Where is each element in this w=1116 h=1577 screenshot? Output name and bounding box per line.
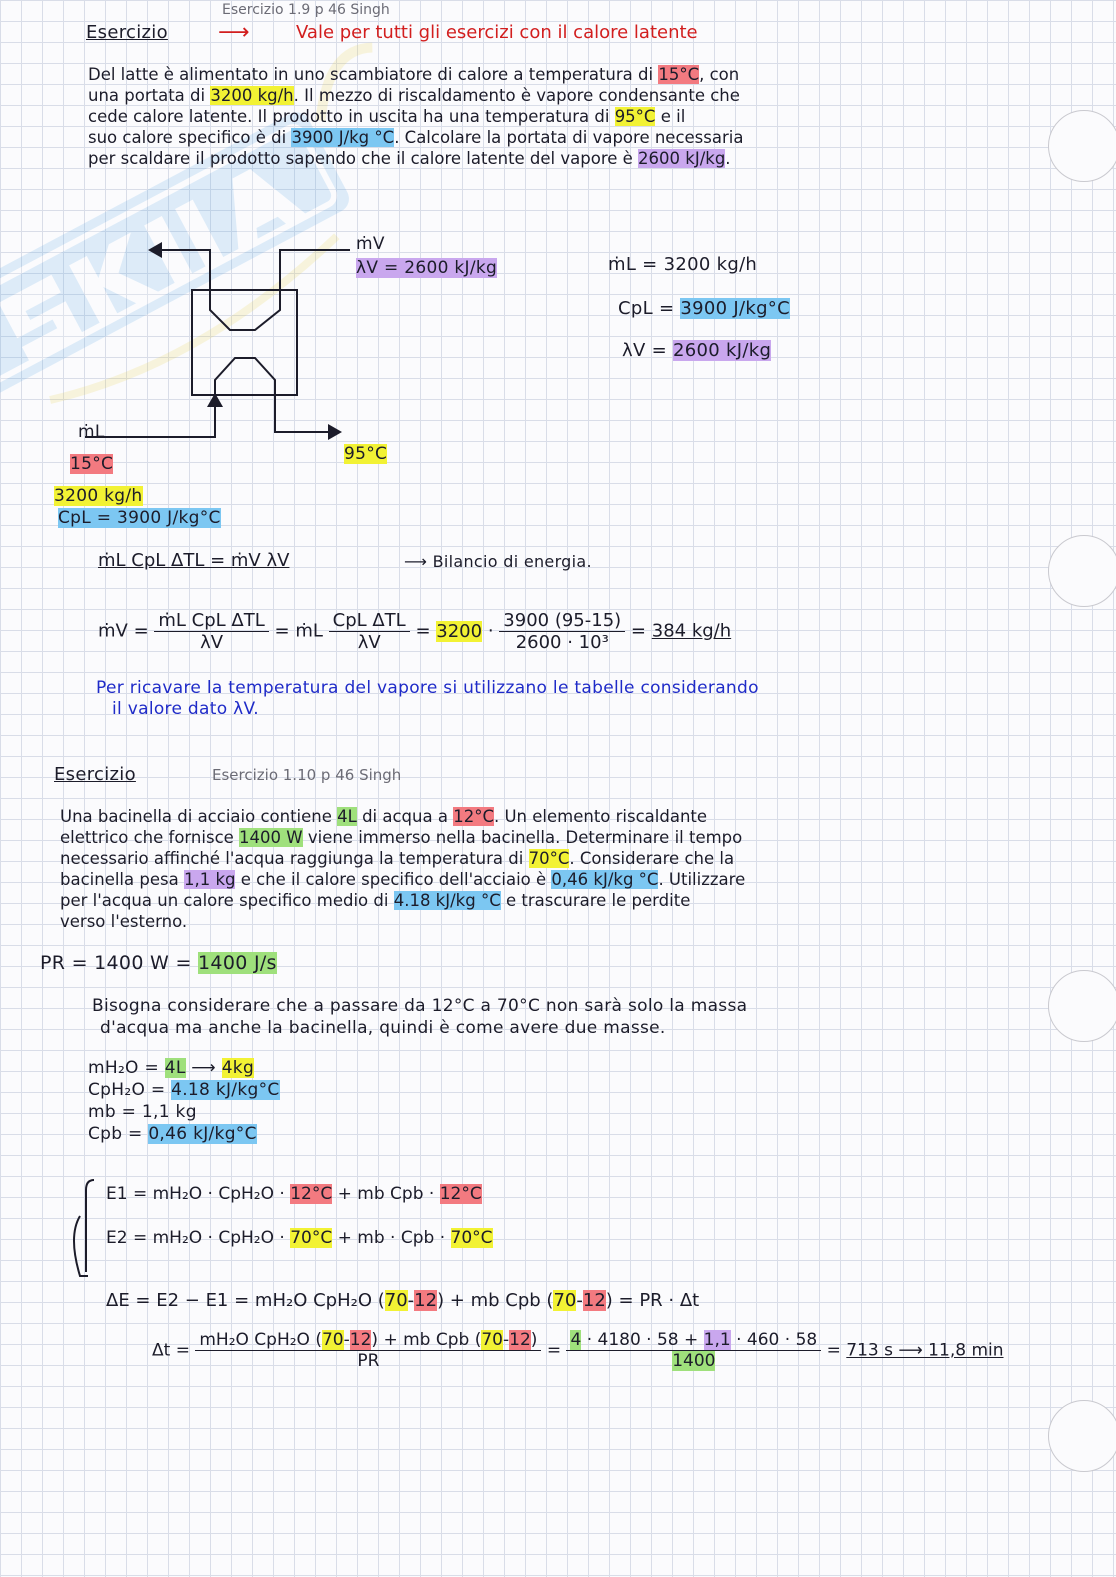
punch-hole: [1048, 535, 1116, 607]
highlighted-value: 2600 kJ/kg: [638, 149, 726, 168]
text-run: Una bacinella di acciaio contiene: [60, 807, 338, 826]
exercise-1-arrow: ⟶: [218, 20, 250, 45]
time-equation: Δt = $\frac{\text{mH₂O CpH₂O (70-12) + mb Cpb (70-12)}}{PR}$ = $\frac{4 \cdot 4180 \cdot 58 + 1,1 \cdot 460 \cdot 58}{1400}$ = 713 s ⟶ 11,8 min: [152, 1330, 1004, 1371]
highlighted-value: 1,1 kg: [183, 870, 236, 889]
diagram-inlet-temp: 15°C: [70, 454, 114, 474]
highlighted-value: 3900 J/kg °C: [291, 128, 395, 147]
highlighted-value: 3200 kg/h: [210, 86, 294, 105]
exercise-1-conclusion: Per ricavare la temperatura del vapore si utilizzano le tabelle considerando: [96, 678, 759, 698]
exercise-2-text-line: [60, 827, 745, 848]
text-run: verso l'esterno.: [60, 912, 188, 931]
text-run: e che il calore specifico dell'acciaio è: [235, 870, 552, 889]
diagram-latent-heat-label: λV = 2600 kJ/kg: [356, 258, 498, 278]
exercise-2-reference: Esercizio 1.10 p 46 Singh: [212, 766, 402, 784]
energy-balance-note: ⟶ Bilancio di energia.: [404, 552, 592, 571]
cp-water: CpH₂O = 4.18 kJ/kg°C: [88, 1080, 280, 1100]
highlighted-value: 15°C: [658, 65, 700, 84]
energy-e1: E1 = mH₂O · CpH₂O · 12°C + mb Cpb · 12°C: [106, 1184, 482, 1204]
text-run: .: [725, 149, 731, 168]
steam-flow-equation: ṁV = $\frac{\text{ṁL CpL ΔTL}}{\lambda V}$ = ṁL $\frac{\text{CpL ΔTL}}{\lambda V}$ = 3200 · $\frac{3900 (95-15)}{\text{2600 · 10³}}$ = 384 kg/h: [98, 610, 732, 653]
energy-delta: ΔE = E2 − E1 = mH₂O CpH₂O (70-12) + mb Cpb (70-12) = PR · Δt: [106, 1290, 700, 1311]
highlighted-value: 4L: [337, 807, 357, 826]
text-run: elettrico che fornisce: [60, 828, 240, 847]
text-run: necessario affinché l'acqua raggiunga la temperatura di: [60, 849, 529, 868]
text-run: Del latte è alimentato in uno scambiatore di calore a temperatura di: [88, 65, 659, 84]
exercise-2-title: Esercizio: [54, 764, 136, 785]
highlighted-value: 95°C: [614, 107, 656, 126]
highlighted-value: 1400 W: [239, 828, 303, 847]
diagram-milk-flow-value: 3200 kg/h: [54, 486, 143, 506]
exercise-1-text: [88, 64, 743, 169]
exercise-1-text-line: [88, 127, 743, 148]
data-latent-heat: λV = 2600 kJ/kg: [622, 340, 772, 361]
exercise-1-text-line: [88, 85, 743, 106]
diagram-cpl: CpL = 3900 J/kg°C: [58, 508, 221, 528]
consider-note-2: d'acqua ma anche la bacinella, quindi è come avere due masse.: [100, 1018, 666, 1038]
text-run: per scaldare il prodotto sapendo che il calore latente del vapore è: [88, 149, 639, 168]
data-milk-flow: ṁL = 3200 kg/h: [608, 254, 758, 275]
punch-hole: [1048, 970, 1116, 1042]
text-run: . Il mezzo di riscaldamento è vapore condensante che: [293, 86, 740, 105]
time-result: 713 s ⟶ 11,8 min: [846, 1340, 1004, 1361]
exercise-2-text-line: [60, 806, 745, 827]
diagram-outlet-temp: 95°C: [344, 444, 388, 464]
energy-e2: E2 = mH₂O · CpH₂O · 70°C + mb · Cpb · 70°C: [106, 1228, 493, 1248]
text-run: cede calore latente. Il prodotto in uscita ha una temperatura di: [88, 107, 615, 126]
power: PR = 1400 W = 1400 J/s: [40, 952, 277, 974]
steam-flow-result: 384 kg/h: [651, 620, 732, 642]
text-run: . Considerare che la: [569, 849, 735, 868]
mass-bowl: mb = 1,1 kg: [88, 1102, 197, 1122]
system-bracket: [66, 1176, 106, 1286]
highlighted-value: 4.18 kJ/kg °C: [393, 891, 501, 910]
exercise-1-reference: Esercizio 1.9 p 46 Singh: [222, 2, 390, 18]
exercise-1-text-line: [88, 106, 743, 127]
text-run: di acqua a: [356, 807, 454, 826]
highlighted-value: 12°C: [453, 807, 494, 826]
text-run: viene immerso nella bacinella. Determinare il tempo: [302, 828, 743, 847]
energy-balance: ṁL CpL ΔTL = ṁV λV: [98, 550, 290, 571]
heat-exchanger-diagram: [60, 220, 380, 460]
exercise-1-title: Esercizio: [86, 22, 168, 43]
data-cpl: CpL = 3900 J/kg°C: [618, 298, 790, 319]
text-run: . Calcolare la portata di vapore necessaria: [394, 128, 744, 147]
text-run: una portata di: [88, 86, 211, 105]
text-run: . Un elemento riscaldante: [493, 807, 708, 826]
highlighted-value: 70°C: [528, 849, 570, 868]
text-run: . Utilizzare: [658, 870, 746, 889]
text-run: suo calore specifico è di: [88, 128, 292, 147]
consider-note: Bisogna considerare che a passare da 12°C a 70°C non sarà solo la massa: [92, 996, 748, 1016]
exercise-1-note: Vale per tutti gli esercizi con il calore latente: [296, 22, 698, 43]
text-run: , con: [699, 65, 740, 84]
text-run: e il: [655, 107, 686, 126]
diagram-steam-flow-label: ṁV: [356, 234, 385, 254]
exercise-2-text-line: [60, 890, 745, 911]
diagram-milk-flow-label: ṁL: [78, 422, 105, 442]
highlighted-value: 0,46 kJ/kg °C: [551, 870, 659, 889]
exercise-2-text-line: [60, 869, 745, 890]
cp-bowl: Cpb = 0,46 kJ/kg°C: [88, 1124, 257, 1144]
exercise-2-text: [60, 806, 745, 932]
mass-water: mH₂O = 4L ⟶ 4kg: [88, 1058, 255, 1078]
exercise-2-text-line: [60, 911, 745, 932]
exercise-1-text-line: [88, 64, 743, 85]
text-run: bacinella pesa: [60, 870, 184, 889]
punch-hole: [1048, 110, 1116, 182]
punch-hole: [1048, 1400, 1116, 1472]
exercise-2-text-line: [60, 848, 745, 869]
exercise-1-text-line: [88, 148, 743, 169]
exercise-1-conclusion-2: il valore dato λV.: [112, 699, 259, 719]
text-run: per l'acqua un calore specifico medio di: [60, 891, 394, 910]
text-run: e trascurare le perdite: [500, 891, 691, 910]
